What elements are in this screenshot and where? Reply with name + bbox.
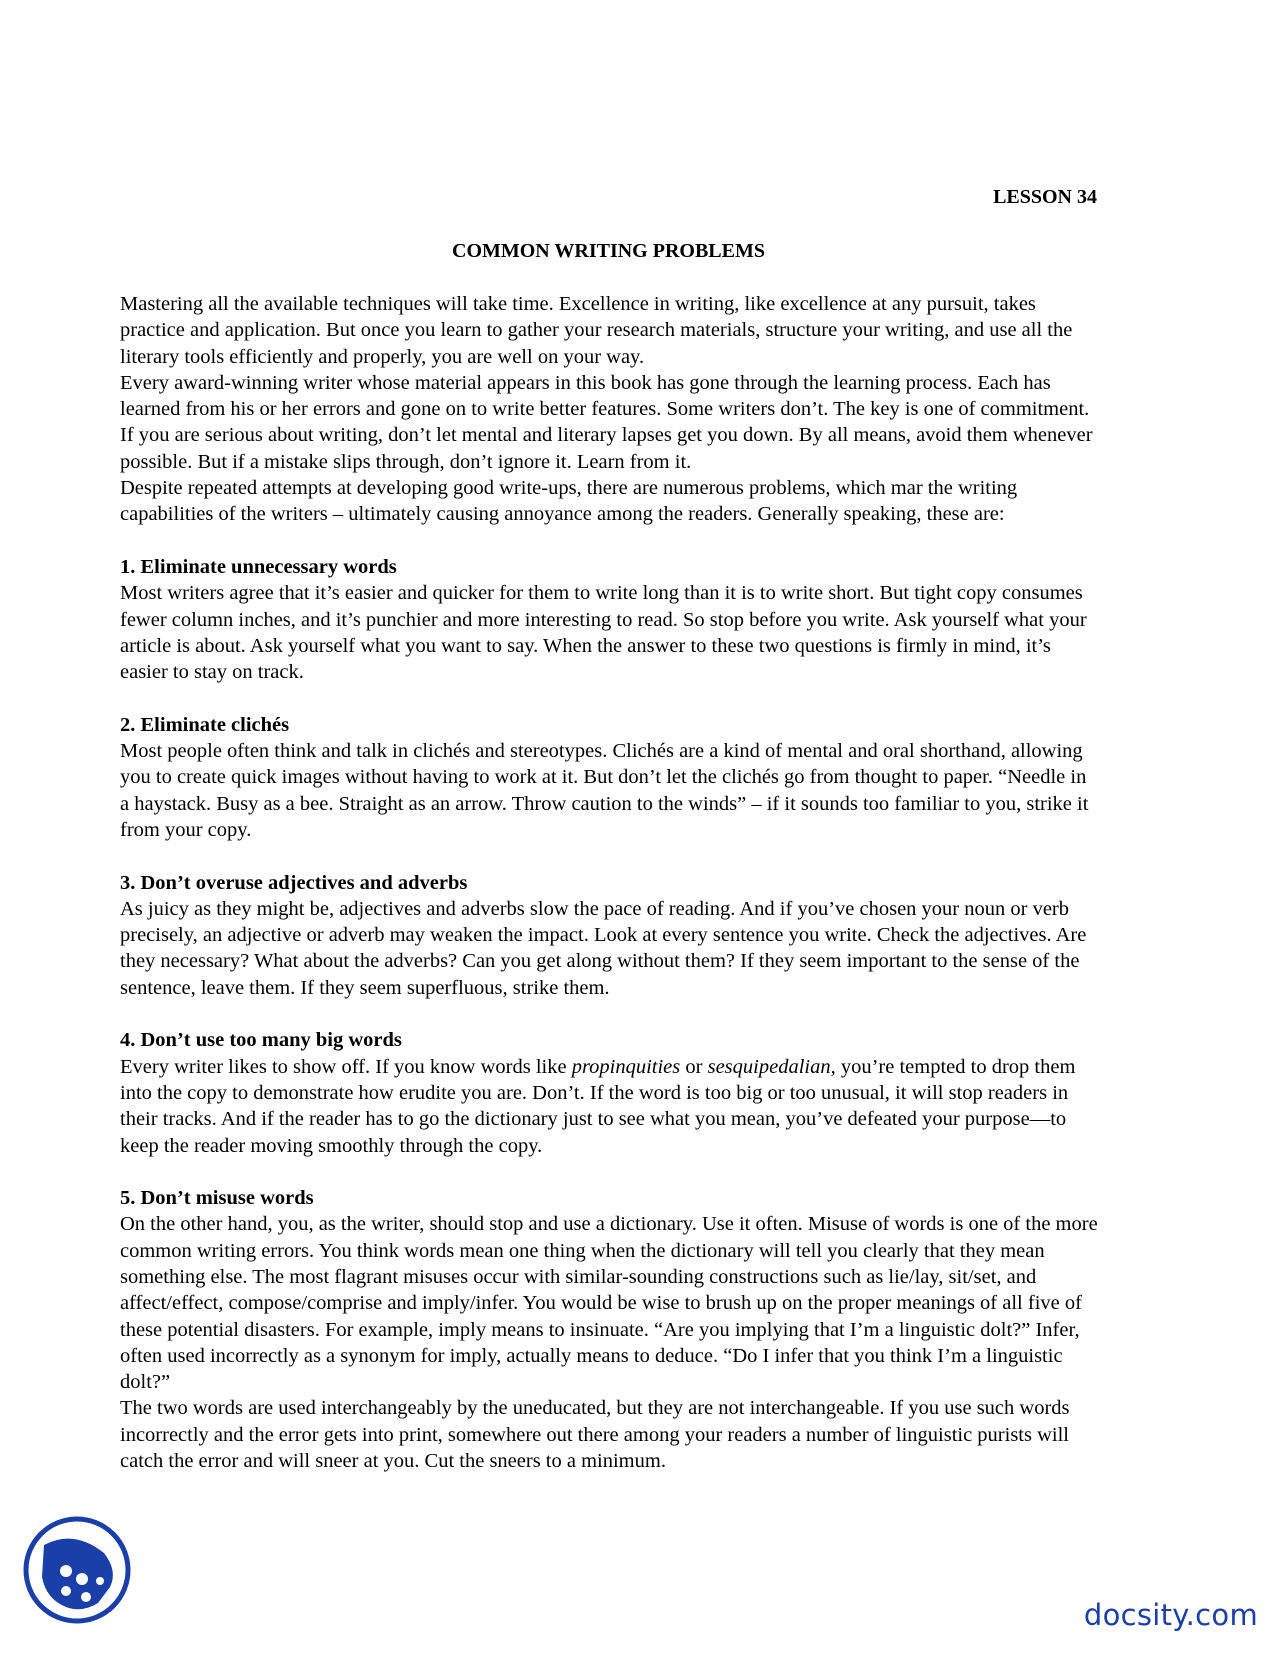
section-body: The two words are used interchangeably by the uneducated, but they are not interchangeable. If you use such words incorrectly and the error gets into print, somewhere out there among your readers a number of linguistic purists will catch the error and will sneer at you. Cut the sneers to a minimum.	[120, 1397, 1070, 1473]
intro-paragraph: Every award-winning writer whose material appears in this book has gone through the learning process. Each has learned from his or her errors and gone on to write better features. Some writers don’t. The key is one of commitment. If you are serious about writing, don’t let mental and literary lapses get you down. By all means, avoid them whenever possible. But if a mistake slips through, don’t ignore it. Learn from it.	[120, 371, 1093, 473]
section-body-text: Every writer likes to show off. If you know words like	[120, 1055, 572, 1078]
page-title: COMMON WRITING PROBLEMS	[452, 240, 765, 262]
italic-term: sesquipedalian,	[707, 1055, 836, 1078]
section-body: On the other hand, you, as the writer, should stop and use a dictionary. Use it often. Misuse of words is one of the more common writing errors. You think words mean one thing when the dictionary will tell you clearly that they mean something else. The most flagrant misuses occur with similar-sounding constructions such as lie/lay, sit/set, and affect/effect, compose/comprise and imply/infer. You would be wise to brush up on the proper meanings of all five of these potential disasters. For example, imply means to insinuate. “Are you implying that I’m a linguistic dolt?” Infer, often used incorrectly as a synonym for imply, actually means to deduce. “Do I infer that you think I’m a linguistic dolt?”	[120, 1213, 1098, 1394]
section-heading: 5. Don’t misuse words	[120, 1187, 314, 1210]
section-body-text: or	[680, 1055, 708, 1078]
docsity-logo-icon[interactable]	[22, 1515, 132, 1625]
section-eliminate-cliches	[120, 712, 1100, 843]
intro-paragraph: Despite repeated attempts at developing good write-ups, there are numerous problems, which mar the writing capabilities of the writers – ultimately causing annoyance among the readers. Generally speaking, these are:	[120, 477, 1018, 526]
docsity-logo-svg	[22, 1515, 132, 1625]
intro-paragraph: Mastering all the available techniques will take time. Excellence in writing, like excellence at any pursuit, takes practice and application. But once you learn to gather your research materials, structure your writing, and use all the literary tools efficiently and properly, you are well on your way.	[120, 293, 1073, 368]
section-body-text: you’re tempted to drop them into the copy to demonstrate how erudite you are. Don’t. If the word is too big or too unusual, it will stop readers in their tracks. And if the reader has to go the dictionary just to see what you mean, you’ve defeated your purpose—to keep the reader moving smoothly through the copy.	[120, 1055, 1076, 1157]
lesson-label: LESSON 34	[993, 186, 1097, 208]
italic-term: propinquities	[571, 1055, 681, 1078]
section-big-words	[120, 1027, 1100, 1158]
section-body: Most people often think and talk in clichés and stereotypes. Clichés are a kind of mental and oral shorthand, allowing you to create quick images without having to work at it. But don’t let the clichés go from thought to paper. “Needle in a haystack. Busy as a bee. Straight as an arrow. Throw caution to the winds” – if it sounds too familiar to you, strike it from your copy.	[120, 740, 1089, 841]
section-body	[120, 1054, 1100, 1159]
document-body	[120, 291, 1100, 1474]
section-heading: 3. Don’t overuse adjectives and adverbs	[120, 871, 468, 894]
docsity-brand-link[interactable]: docsity.com	[1083, 1598, 1258, 1632]
section-eliminate-unnecessary-words	[120, 554, 1100, 685]
section-adjectives-adverbs	[120, 870, 1100, 1001]
section-body: Most writers agree that it’s easier and quicker for them to write long than it is to write short. But tight copy consumes fewer column inches, and it’s punchier and more interesting to read. So stop before you write. Ask yourself what your article is about. Ask yourself what you want to say. When the answer to these two questions is firmly in mind, it’s easier to stay on track.	[120, 582, 1087, 684]
section-heading: 1. Eliminate unnecessary words	[120, 555, 397, 578]
section-heading: 2. Eliminate clichés	[120, 713, 290, 736]
section-body: As juicy as they might be, adjectives and adverbs slow the pace of reading. And if you’ve chosen your noun or verb precisely, an adjective or adverb may weaken the impact. Look at every sentence you write. Check the adjectives. Are they necessary? What about the adverbs? Can you get along without them? If they seem important to the sense of the sentence, leave them. If they seem superfluous, strike them.	[120, 897, 1087, 999]
section-misuse-words	[120, 1185, 1100, 1474]
section-heading: 4. Don’t use too many big words	[120, 1029, 402, 1052]
